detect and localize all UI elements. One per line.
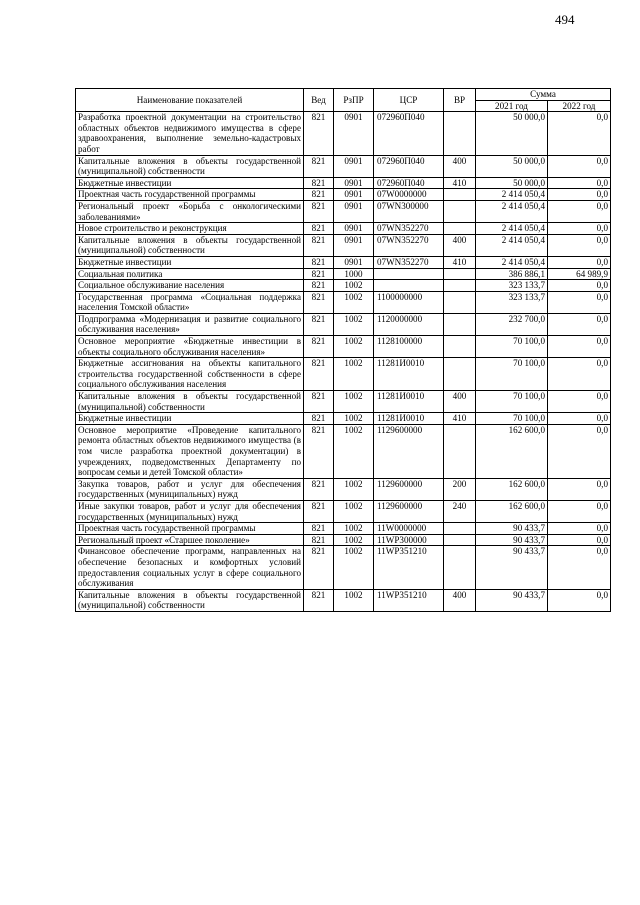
cell-name: Закупка товаров, работ и услуг для обеспечения государственных (муниципальных) нужд xyxy=(76,478,304,500)
cell-rzpr: 0901 xyxy=(334,189,374,201)
header-ved: Вед xyxy=(304,89,334,112)
table-row xyxy=(76,223,611,235)
cell-y2021: 323 133,7 xyxy=(476,280,548,292)
cell-rzpr: 1002 xyxy=(334,391,374,413)
cell-ved: 821 xyxy=(304,478,334,500)
cell-name: Новое строительство и реконструкция xyxy=(76,223,304,235)
cell-rzpr: 0901 xyxy=(334,177,374,189)
cell-name: Основное мероприятие «Проведение капитального ремонта областных объектов недвижимого имущества (в том числе разработка проектной документации) в учреждениях, подведомственных Департаменту по вопросам семьи и детей Томской области» xyxy=(76,424,304,478)
cell-name: Бюджетные инвестиции xyxy=(76,256,304,268)
cell-y2021: 162 600,0 xyxy=(476,424,548,478)
cell-ved: 821 xyxy=(304,189,334,201)
table-row xyxy=(76,256,611,268)
cell-rzpr: 1002 xyxy=(334,523,374,535)
cell-ved: 821 xyxy=(304,391,334,413)
header-sum: Сумма xyxy=(476,89,611,101)
cell-csr: 11W0000000 xyxy=(374,523,444,535)
table-row xyxy=(76,413,611,425)
cell-y2022: 0,0 xyxy=(548,155,611,177)
cell-ved: 821 xyxy=(304,256,334,268)
table-row xyxy=(76,546,611,589)
cell-vr: 410 xyxy=(444,177,476,189)
cell-vr xyxy=(444,358,476,391)
cell-ved: 821 xyxy=(304,280,334,292)
cell-y2022: 0,0 xyxy=(548,546,611,589)
table-row xyxy=(76,336,611,358)
cell-y2022: 0,0 xyxy=(548,280,611,292)
cell-vr: 400 xyxy=(444,155,476,177)
cell-y2021: 70 100,0 xyxy=(476,413,548,425)
cell-ved: 821 xyxy=(304,336,334,358)
cell-vr xyxy=(444,189,476,201)
cell-y2022: 0,0 xyxy=(548,391,611,413)
cell-ved: 821 xyxy=(304,268,334,280)
cell-name: Проектная часть государственной программы xyxy=(76,523,304,535)
cell-vr xyxy=(444,200,476,222)
cell-vr xyxy=(444,546,476,589)
cell-ved: 821 xyxy=(304,358,334,391)
header-2021: 2021 год xyxy=(476,100,548,112)
cell-csr: 07WN352270 xyxy=(374,234,444,256)
header-vr: ВР xyxy=(444,89,476,112)
cell-ved: 821 xyxy=(304,291,334,313)
cell-y2022: 0,0 xyxy=(548,112,611,155)
cell-ved: 821 xyxy=(304,177,334,189)
table-row xyxy=(76,313,611,335)
cell-csr xyxy=(374,280,444,292)
cell-name: Иные закупки товаров, работ и услуг для обеспечения государственных (муниципальных) нужд xyxy=(76,500,304,522)
cell-vr xyxy=(444,534,476,546)
cell-name: Социальная политика xyxy=(76,268,304,280)
cell-y2022: 0,0 xyxy=(548,189,611,201)
cell-vr xyxy=(444,424,476,478)
table-row xyxy=(76,589,611,611)
cell-y2022: 0,0 xyxy=(548,256,611,268)
cell-csr: 11WP351210 xyxy=(374,546,444,589)
cell-ved: 821 xyxy=(304,155,334,177)
cell-ved: 821 xyxy=(304,200,334,222)
cell-y2022: 0,0 xyxy=(548,177,611,189)
table-body xyxy=(76,112,611,612)
table-row xyxy=(76,500,611,522)
cell-name: Финансовое обеспечение программ, направленных на обеспечение безопасных и комфортных условий предоставления социальных услуг в сфере социального обслуживания xyxy=(76,546,304,589)
cell-ved: 821 xyxy=(304,500,334,522)
cell-y2021: 386 886,1 xyxy=(476,268,548,280)
table-row xyxy=(76,200,611,222)
cell-name: Капитальные вложения в объекты государственной (муниципальной) собственности xyxy=(76,155,304,177)
cell-y2022: 0,0 xyxy=(548,336,611,358)
cell-rzpr: 0901 xyxy=(334,155,374,177)
page-number: 494 xyxy=(555,12,575,27)
header-rzpr: РзПР xyxy=(334,89,374,112)
cell-y2021: 162 600,0 xyxy=(476,500,548,522)
cell-ved: 821 xyxy=(304,112,334,155)
cell-rzpr: 1002 xyxy=(334,313,374,335)
cell-csr: 07WN352270 xyxy=(374,256,444,268)
cell-y2021: 70 100,0 xyxy=(476,358,548,391)
cell-ved: 821 xyxy=(304,313,334,335)
cell-vr: 400 xyxy=(444,234,476,256)
cell-rzpr: 1000 xyxy=(334,268,374,280)
table-row xyxy=(76,280,611,292)
cell-name: Бюджетные ассигнования на объекты капитального строительства государственной собственности в сфере социального обслуживания населения xyxy=(76,358,304,391)
table-row xyxy=(76,478,611,500)
cell-csr: 07WN300000 xyxy=(374,200,444,222)
cell-y2021: 2 414 050,4 xyxy=(476,256,548,268)
table-row xyxy=(76,534,611,546)
cell-y2022: 0,0 xyxy=(548,358,611,391)
header-name: Наименование показателей xyxy=(76,89,304,112)
cell-name: Государственная программа «Социальная поддержка населения Томской области» xyxy=(76,291,304,313)
cell-name: Бюджетные инвестиции xyxy=(76,413,304,425)
table-row xyxy=(76,358,611,391)
table-row xyxy=(76,112,611,155)
cell-rzpr: 1002 xyxy=(334,589,374,611)
cell-y2021: 90 433,7 xyxy=(476,534,548,546)
cell-ved: 821 xyxy=(304,424,334,478)
cell-name: Проектная часть государственной программы xyxy=(76,189,304,201)
cell-vr: 400 xyxy=(444,391,476,413)
budget-table xyxy=(75,88,611,612)
cell-rzpr: 1002 xyxy=(334,424,374,478)
cell-y2022: 0,0 xyxy=(548,500,611,522)
cell-name: Разработка проектной документации на строительство областных объектов недвижимого имущества в сфере здравоохранения, выполнение земельно-кадастровых работ xyxy=(76,112,304,155)
cell-csr: 1120000000 xyxy=(374,313,444,335)
cell-y2022: 0,0 xyxy=(548,234,611,256)
cell-rzpr: 1002 xyxy=(334,500,374,522)
cell-ved: 821 xyxy=(304,589,334,611)
cell-rzpr: 1002 xyxy=(334,413,374,425)
cell-ved: 821 xyxy=(304,534,334,546)
cell-y2021: 50 000,0 xyxy=(476,177,548,189)
table-row xyxy=(76,268,611,280)
cell-y2022: 0,0 xyxy=(548,223,611,235)
cell-y2021: 2 414 050,4 xyxy=(476,223,548,235)
cell-vr: 200 xyxy=(444,478,476,500)
cell-rzpr: 0901 xyxy=(334,112,374,155)
cell-csr: 072960П040 xyxy=(374,177,444,189)
table-row xyxy=(76,391,611,413)
table-row xyxy=(76,291,611,313)
cell-vr xyxy=(444,280,476,292)
cell-name: Региональный проект «Борьба с онкологическими заболеваниями» xyxy=(76,200,304,222)
cell-vr xyxy=(444,223,476,235)
cell-rzpr: 1002 xyxy=(334,291,374,313)
cell-vr xyxy=(444,523,476,535)
cell-rzpr: 0901 xyxy=(334,200,374,222)
cell-vr xyxy=(444,313,476,335)
cell-rzpr: 1002 xyxy=(334,358,374,391)
cell-y2021: 50 000,0 xyxy=(476,155,548,177)
cell-y2021: 70 100,0 xyxy=(476,391,548,413)
cell-csr: 07WN352270 xyxy=(374,223,444,235)
cell-y2021: 323 133,7 xyxy=(476,291,548,313)
cell-csr: 1128100000 xyxy=(374,336,444,358)
cell-csr: 11WP351210 xyxy=(374,589,444,611)
header-csr: ЦСР xyxy=(374,89,444,112)
cell-csr: 1129600000 xyxy=(374,478,444,500)
cell-ved: 821 xyxy=(304,234,334,256)
table-row xyxy=(76,177,611,189)
cell-csr: 07W0000000 xyxy=(374,189,444,201)
cell-ved: 821 xyxy=(304,523,334,535)
cell-y2022: 0,0 xyxy=(548,413,611,425)
cell-y2021: 2 414 050,4 xyxy=(476,234,548,256)
cell-rzpr: 0901 xyxy=(334,256,374,268)
cell-csr: 1129600000 xyxy=(374,500,444,522)
cell-rzpr: 1002 xyxy=(334,336,374,358)
cell-y2021: 232 700,0 xyxy=(476,313,548,335)
cell-vr xyxy=(444,291,476,313)
cell-y2022: 0,0 xyxy=(548,589,611,611)
cell-ved: 821 xyxy=(304,223,334,235)
cell-vr xyxy=(444,336,476,358)
header-2022: 2022 год xyxy=(548,100,611,112)
cell-name: Основное мероприятие «Бюджетные инвестиции в объекты социального обслуживания населения» xyxy=(76,336,304,358)
cell-y2021: 50 000,0 xyxy=(476,112,548,155)
cell-rzpr: 1002 xyxy=(334,478,374,500)
cell-rzpr: 0901 xyxy=(334,223,374,235)
cell-y2022: 0,0 xyxy=(548,424,611,478)
cell-ved: 821 xyxy=(304,413,334,425)
cell-y2022: 64 989,9 xyxy=(548,268,611,280)
cell-y2022: 0,0 xyxy=(548,478,611,500)
table-row xyxy=(76,234,611,256)
cell-rzpr: 1002 xyxy=(334,534,374,546)
cell-csr: 11281И0010 xyxy=(374,358,444,391)
cell-rzpr: 1002 xyxy=(334,280,374,292)
cell-csr: 1100000000 xyxy=(374,291,444,313)
cell-name: Региональный проект «Старшее поколение» xyxy=(76,534,304,546)
cell-vr: 410 xyxy=(444,413,476,425)
cell-name: Капитальные вложения в объекты государственной (муниципальной) собственности xyxy=(76,391,304,413)
cell-y2022: 0,0 xyxy=(548,200,611,222)
cell-csr: 11281И0010 xyxy=(374,413,444,425)
cell-csr xyxy=(374,268,444,280)
table-row xyxy=(76,424,611,478)
cell-y2021: 162 600,0 xyxy=(476,478,548,500)
cell-rzpr: 1002 xyxy=(334,546,374,589)
cell-y2021: 2 414 050,4 xyxy=(476,189,548,201)
cell-name: Подпрограмма «Модернизация и развитие социального обслуживания населения» xyxy=(76,313,304,335)
cell-csr: 11WP300000 xyxy=(374,534,444,546)
cell-ved: 821 xyxy=(304,546,334,589)
cell-name: Капитальные вложения в объекты государственной (муниципальной) собственности xyxy=(76,589,304,611)
cell-y2021: 90 433,7 xyxy=(476,523,548,535)
cell-name: Бюджетные инвестиции xyxy=(76,177,304,189)
cell-csr: 1129600000 xyxy=(374,424,444,478)
cell-vr: 410 xyxy=(444,256,476,268)
cell-y2022: 0,0 xyxy=(548,534,611,546)
cell-vr: 240 xyxy=(444,500,476,522)
cell-y2022: 0,0 xyxy=(548,313,611,335)
cell-y2021: 70 100,0 xyxy=(476,336,548,358)
cell-vr xyxy=(444,112,476,155)
cell-csr: 072960П040 xyxy=(374,112,444,155)
cell-y2022: 0,0 xyxy=(548,291,611,313)
cell-y2021: 90 433,7 xyxy=(476,589,548,611)
cell-vr xyxy=(444,268,476,280)
table-row xyxy=(76,155,611,177)
cell-csr: 072960П040 xyxy=(374,155,444,177)
cell-csr: 11281И0010 xyxy=(374,391,444,413)
cell-name: Социальное обслуживание населения xyxy=(76,280,304,292)
cell-y2021: 2 414 050,4 xyxy=(476,200,548,222)
table-row xyxy=(76,523,611,535)
cell-name: Капитальные вложения в объекты государственной (муниципальной) собственности xyxy=(76,234,304,256)
table-row xyxy=(76,189,611,201)
cell-vr: 400 xyxy=(444,589,476,611)
cell-rzpr: 0901 xyxy=(334,234,374,256)
cell-y2021: 90 433,7 xyxy=(476,546,548,589)
header-row xyxy=(76,89,611,101)
cell-y2022: 0,0 xyxy=(548,523,611,535)
